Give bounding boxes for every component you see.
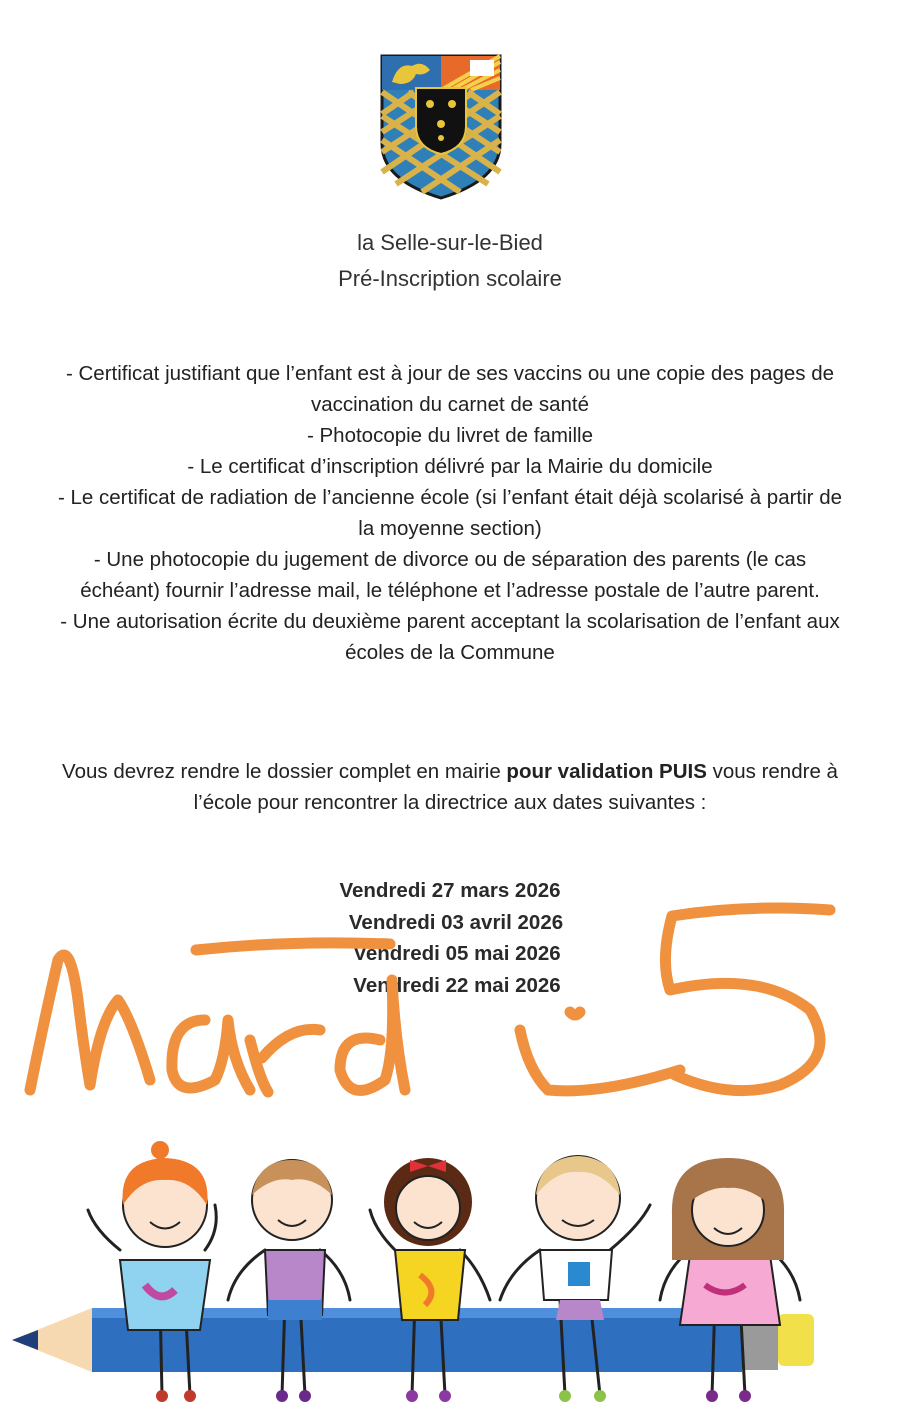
date-item: Vendredi 22 mai 2026 <box>353 973 561 997</box>
requirement-item: - Une autorisation écrite du deuxième parent acceptant la scolarisation de l’enfant aux écoles de la Commune <box>60 610 840 664</box>
date-item: Vendredi 05 mai 2026 <box>353 942 561 965</box>
instructions-emphasis: pour validation PUIS <box>506 760 707 783</box>
instructions-paragraph <box>40 756 860 818</box>
instructions-text: Vous devrez rendre le dossier complet en mairie <box>62 760 507 783</box>
date-item: Vendredi 03 avril 2026 <box>348 910 564 934</box>
requirement-item: - Certificat justifiant que l’enfant est à jour de ses vaccins ou une copie des pages de vaccination du carnet de santé <box>65 362 835 416</box>
requirements-list <box>55 358 845 668</box>
requirement-item: - Photocopie du livret de famille <box>306 424 593 447</box>
requirement-item: - Une photocopie du jugement de divorce ou de séparation des parents (le cas échéant) fournir l’adresse mail, le téléphone et l’adresse postale de l’autre parent. <box>80 548 820 602</box>
children-on-pencil-illustration <box>0 1130 900 1421</box>
dates-list <box>250 875 650 1001</box>
requirement-item: - Le certificat d’inscription délivré par la Mairie du domicile <box>187 455 713 478</box>
page-title: Pré-Inscription scolaire <box>338 266 562 291</box>
date-item: Vendredi 27 mars 2026 <box>339 879 561 902</box>
coat-of-arms-logo <box>378 52 504 200</box>
instructions-text: vous rendre à l’école pour rencontrer la directrice aux dates suivantes : <box>193 760 838 814</box>
town-name: la Selle-sur-le-Bied <box>357 230 543 255</box>
requirement-item: - Le certificat de radiation de l’ancienne école (si l’enfant était déjà scolarisé à partir de la moyenne section) <box>58 486 842 540</box>
